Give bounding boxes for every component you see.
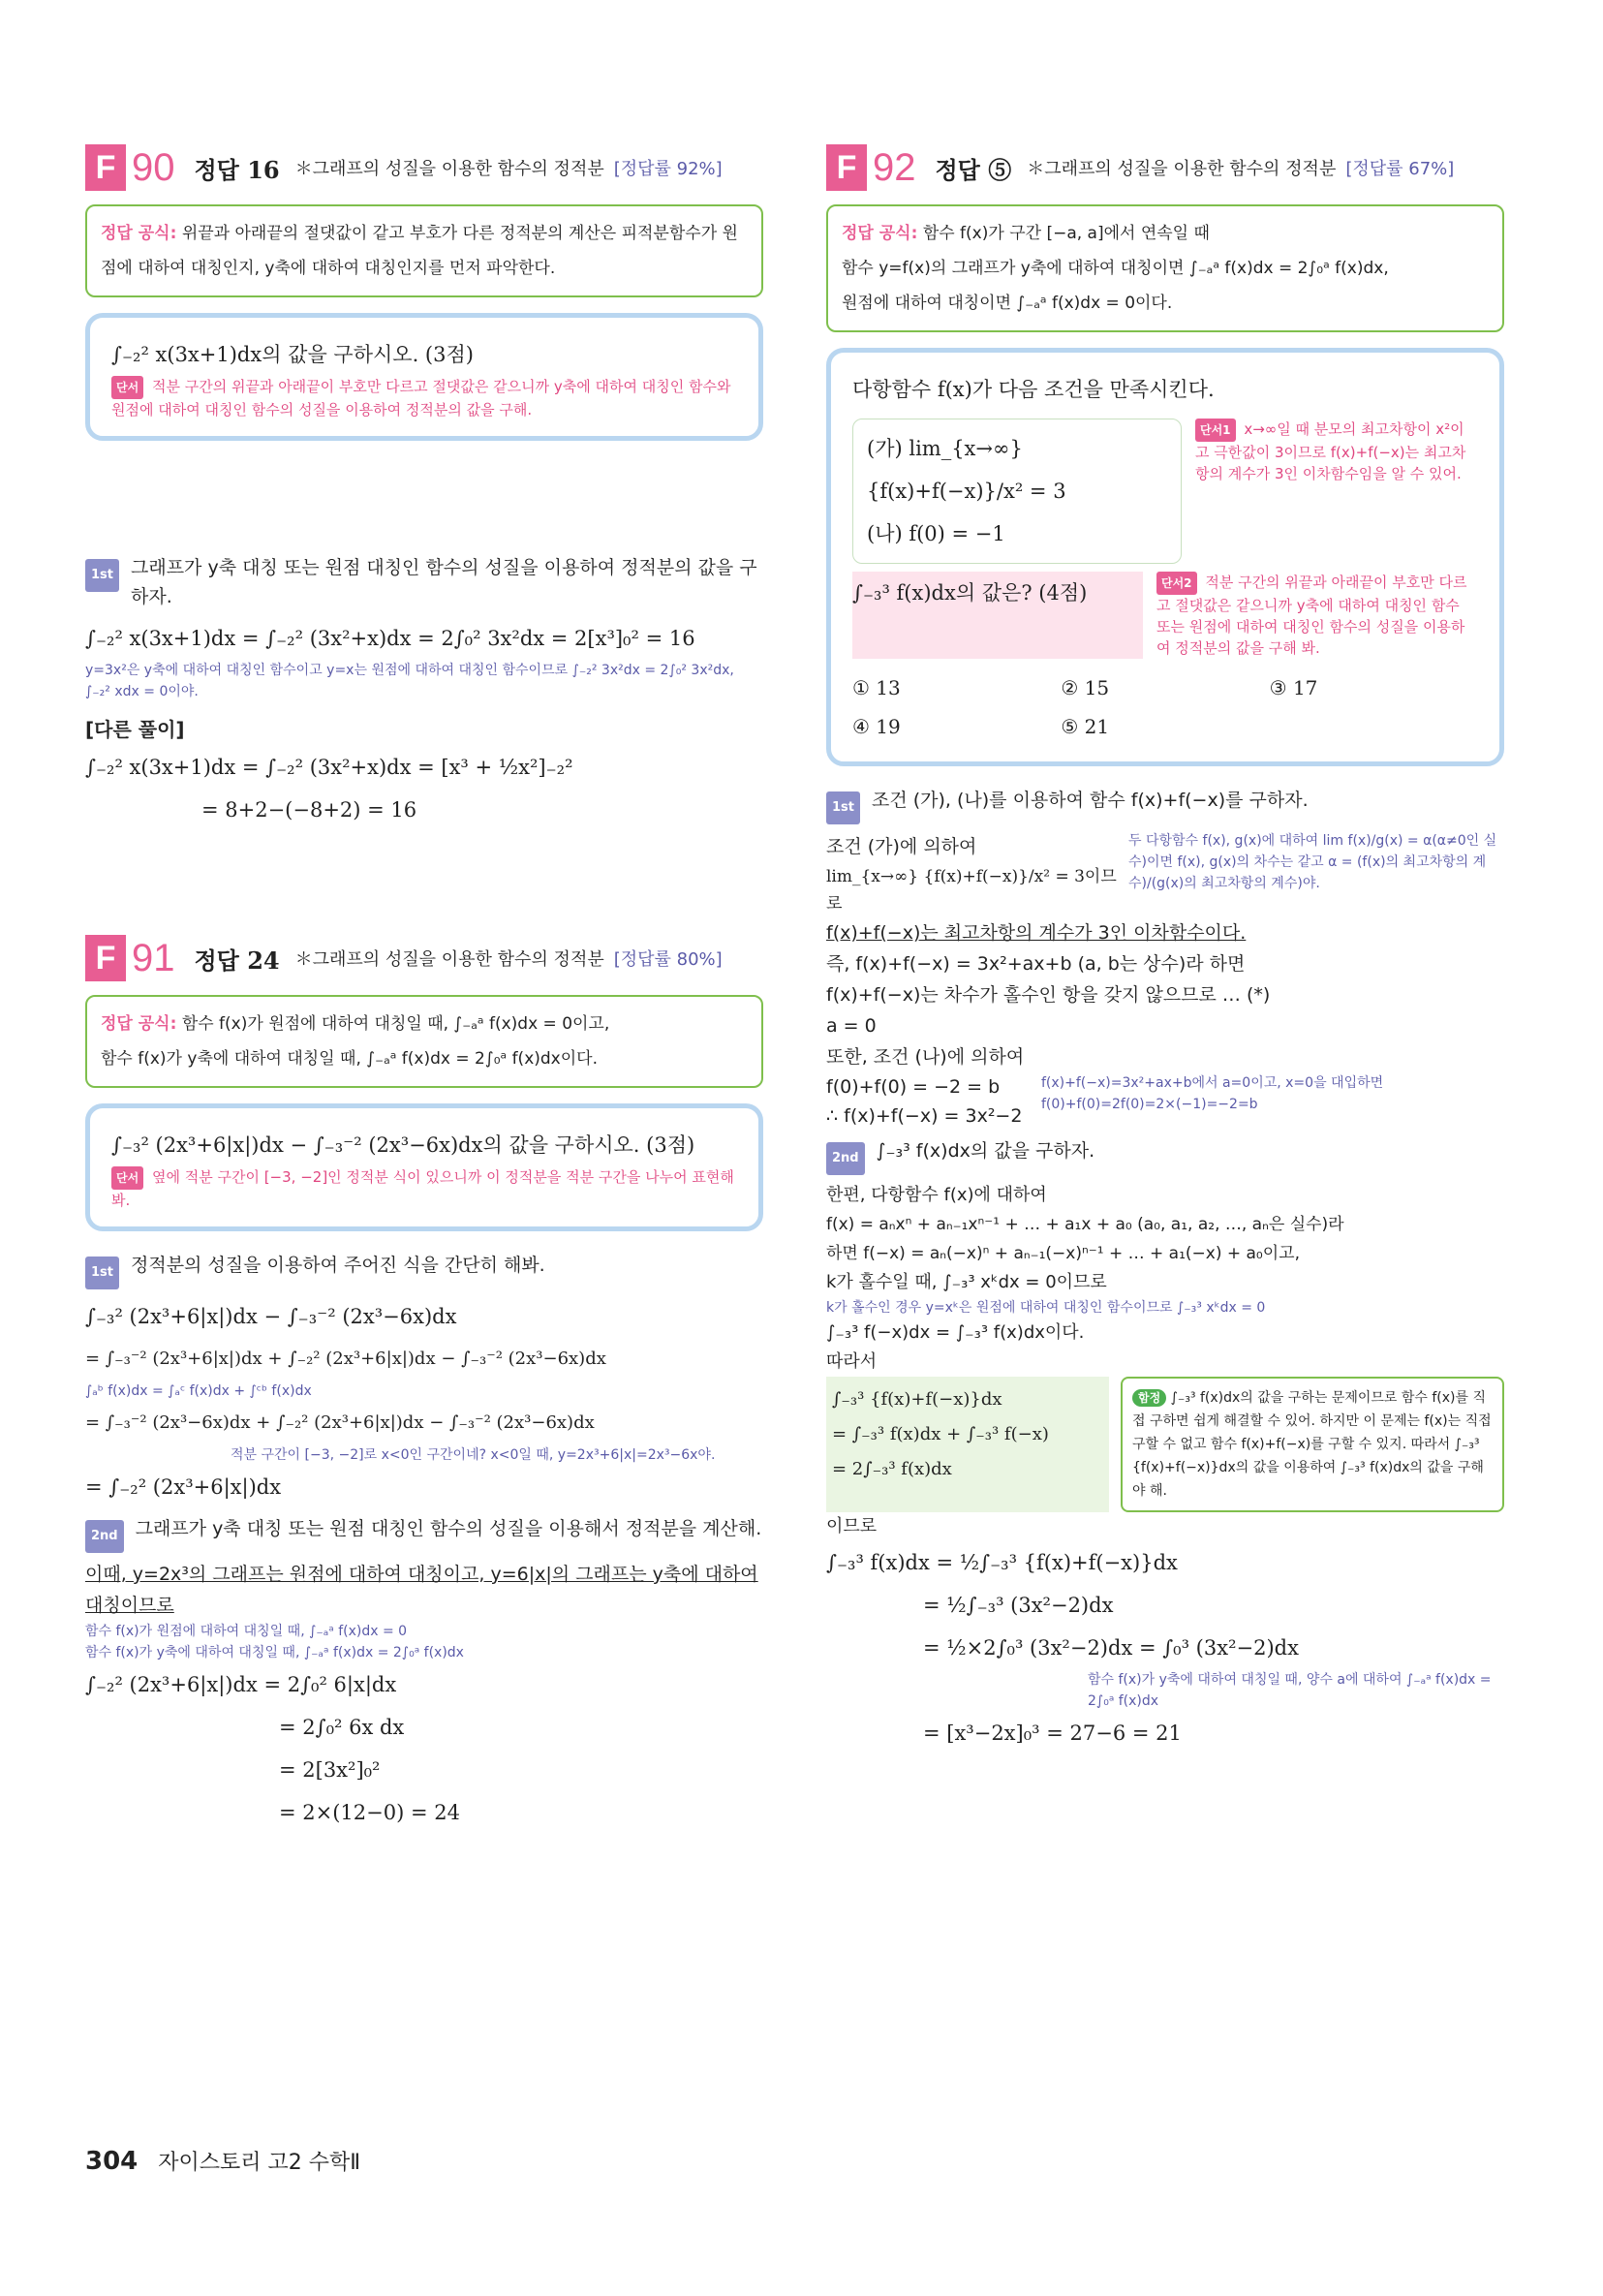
- b-row: [826, 1072, 1504, 1131]
- trap-tag: 함정: [1132, 1389, 1166, 1407]
- equation: ∫₋₂² x(3x+1)dx = ∫₋₂² (3x²+x)dx = 2∫₀² 3x²dx = 2[x³]₀² = 16: [85, 627, 695, 650]
- formula-text: 위끝과 아래끝의 절댓값이 같고 부호가 다른 정적분의 계산은 피적분함수가 원점에 대하여 대칭인지, y축에 대하여 대칭인지를 먼저 파악한다.: [101, 224, 738, 278]
- hint-text: 적분 구간의 위끝과 아래끝이 부호만 다르고 절댓값은 같으니까 y축에 대하여 대칭인 함수 또는 원점에 대하여 대칭인 함수의 성질을 이용하여 정적분의 값을 구해 봐.: [1156, 574, 1467, 657]
- equation: = 2∫₋₃³ f(x)dx: [832, 1459, 952, 1479]
- problem-header: [85, 140, 763, 195]
- topic: ＊그래프의 성질을 이용한 함수의 정적분: [1027, 159, 1337, 179]
- topic: ＊그래프의 성질을 이용한 함수의 정적분: [294, 949, 604, 970]
- step-tag: 1st: [85, 559, 119, 592]
- question-row: [852, 572, 1478, 659]
- note: ∫ₐᵇ f(x)dx = ∫ₐᶜ f(x)dx + ∫ᶜᵇ f(x)dx: [85, 1383, 312, 1399]
- text: f(x)+f(−x)는 최고차항의 계수가 3인 이차함수이다.: [826, 922, 1247, 944]
- text: 따라서: [826, 1351, 878, 1372]
- answer: 정답 24: [194, 946, 280, 975]
- step-1: [826, 786, 1504, 824]
- hint-tag: 단서: [111, 1166, 143, 1190]
- step-2: [826, 1136, 1504, 1175]
- text: f(x)+f(−x)는 차수가 홀수인 항을 갖지 않으므로 … (*): [826, 984, 1271, 1006]
- equation: = ∫₋₂² (2x³+6|x|)dx: [85, 1475, 282, 1499]
- question-box: [826, 348, 1504, 766]
- step-2: [85, 1514, 763, 1553]
- step-text: ∫₋₃³ f(x)dx의 값을 구하자.: [876, 1140, 1095, 1162]
- note: k가 홀수인 경우 y=xᵏ은 원점에 대하여 대칭인 함수이므로 ∫₋₃³ xᵏdx = 0: [826, 1300, 1266, 1316]
- hint-text: 적분 구간의 위끝과 아래끝이 부호만 다르고 절댓값은 같으니까 y축에 대하여 대칭인 함수와 원점에 대하여 대칭인 함수의 성질을 이용하여 정적분의 값을 구해.: [111, 378, 731, 419]
- step-tag: 2nd: [85, 1520, 124, 1553]
- text: 즉, f(x)+f(−x) = 3x²+ax+b (a, b는 상수)라 하면: [826, 953, 1246, 975]
- problem-number: 90: [132, 145, 175, 189]
- hint: [111, 376, 737, 420]
- question-text: ∫₋₃³ f(x)dx의 값은? (4점): [852, 572, 1143, 659]
- choice: ② 15: [1061, 676, 1110, 699]
- equation: = ∫₋₃³ f(x)dx + ∫₋₃³ f(−x): [832, 1424, 1049, 1444]
- formula-label: 정답 공식:: [842, 224, 918, 243]
- page-footer: [85, 2146, 360, 2176]
- hint: [1156, 572, 1478, 659]
- text: 하면 f(−x) = aₙ(−x)ⁿ + aₙ₋₁(−x)ⁿ⁻¹ + … + a₁(−x) + a₀이고,: [826, 1244, 1300, 1263]
- limit-block: [826, 830, 1117, 917]
- question-text: ∫₋₂² x(3x+1)dx의 값을 구하시오. (3점): [111, 343, 474, 366]
- formula-label: 정답 공식:: [101, 224, 177, 243]
- step-text: 그래프가 y축 대칭 또는 원점 대칭인 함수의 성질을 이용하여 정적분의 값을 구하자.: [131, 557, 757, 607]
- answer: 정답 16: [194, 155, 280, 184]
- formula-box: [85, 995, 763, 1088]
- hint: [111, 1166, 737, 1211]
- formula-text: 함수 f(x)가 원점에 대하여 대칭일 때, ∫₋ₐᵃ f(x)dx = 0이고,: [181, 1014, 610, 1034]
- trap-row: [826, 1377, 1504, 1512]
- choice: ④ 19: [852, 715, 901, 738]
- step-text: 조건 (가), (나)를 이용하여 함수 f(x)+f(−x)를 구하자.: [872, 790, 1309, 811]
- note: 함수 f(x)가 원점에 대하여 대칭일 때, ∫₋ₐᵃ f(x)dx = 0: [85, 1624, 408, 1639]
- hint-text: 옆에 적분 구간이 [−3, −2]인 정적분 식이 있으니까 이 정적분을 적분 구간을 나누어 표현해봐.: [111, 1168, 734, 1209]
- text: ∫₋₃³ f(−x)dx = ∫₋₃³ f(x)dx이다.: [826, 1322, 1085, 1343]
- note: 함수 f(x)가 y축에 대하여 대칭일 때, 양수 a에 대하여 ∫₋ₐᵃ f(x)dx = 2∫₀ᵃ f(x)dx: [1088, 1672, 1492, 1709]
- answer: 정답 ⑤: [935, 155, 1012, 184]
- step-text: 그래프가 y축 대칭 또는 원점 대칭인 함수의 성질을 이용해서 정적분을 계산해.: [135, 1518, 762, 1539]
- text: k가 홀수일 때, ∫₋₃³ xᵏdx = 0이므로: [826, 1272, 1107, 1292]
- step-tag: 2nd: [826, 1142, 865, 1175]
- hint-tag: 단서: [111, 376, 143, 399]
- text: f(x) = aₙxⁿ + aₙ₋₁xⁿ⁻¹ + … + a₁x + a₀ (a₀, a₁, a₂, …, aₙ은 실수)라: [826, 1215, 1344, 1234]
- accuracy-rate: [정답률 92%]: [613, 159, 723, 179]
- problem-letter: F: [85, 935, 126, 981]
- note: 두 다항함수 f(x), g(x)에 대하여 lim f(x)/g(x) = α(α≠0인 실수)이면 f(x), g(x)의 차수는 같고 α = (f(x)의 최고차항의 계수)/(g(x)의 최고차항의 계수)야.: [1128, 833, 1497, 891]
- formula-label: 정답 공식:: [101, 1014, 177, 1034]
- condition: (가) lim_{x→∞} {f(x)+f(−x)}/x² = 3: [867, 437, 1066, 503]
- problem-number: 92: [873, 145, 916, 189]
- trap-text: ∫₋₃³ f(x)dx의 값을 구하는 문제이므로 함수 f(x)를 직접 구하면 쉽게 해결할 수 있어. 하지만 이 문제는 f(x)는 직접 구할 수 없고 함수 f(x)+f(−x)를 구할 수 있지. 따라서 ∫₋₃³ {f(x)+f(−x)}dx의 값을 이용하여 ∫₋₃³ f(x)dx의 값을 구해야 해.: [1132, 1390, 1492, 1499]
- equation: = ½×2∫₀³ (3x²−2)dx = ∫₀³ (3x²−2)dx: [923, 1636, 1299, 1660]
- step-1: [85, 553, 763, 611]
- problem-90: [85, 140, 763, 547]
- problem-letter: F: [85, 144, 126, 191]
- question-text: ∫₋₃² (2x³+6|x|)dx − ∫₋₃⁻² (2x³−6x)dx의 값을 구하시오. (3점): [111, 1133, 695, 1157]
- equation: = ∫₋₃⁻² (2x³+6|x|)dx + ∫₋₂² (2x³+6|x|)dx − ∫₋₃⁻² (2x³−6x)dx: [85, 1349, 606, 1369]
- formula-text: 함수 f(x)가 구간 [−a, a]에서 연속일 때: [922, 224, 1210, 243]
- problem-letter: F: [826, 144, 867, 191]
- text: 이므로: [826, 1516, 878, 1536]
- right-column: [826, 140, 1504, 1754]
- alt-solution-heading: [다른 풀이]: [85, 718, 185, 741]
- formula-text: 원점에 대하여 대칭이면 ∫₋ₐᵃ f(x)dx = 0이다.: [842, 294, 1173, 313]
- sum-block: [826, 1377, 1109, 1512]
- solution-90: [85, 553, 763, 931]
- accuracy-rate: [정답률 67%]: [1345, 159, 1455, 179]
- condition: (나) f(0) = −1: [867, 522, 1005, 545]
- note: f(x)+f(−x)=3x²+ax+b에서 a=0이고, x=0을 대입하면 f(0)+f(0)=2f(0)=2×(−1)=−2=b: [1041, 1075, 1384, 1112]
- formula-text: 함수 y=f(x)의 그래프가 y축에 대하여 대칭이면 ∫₋ₐᵃ f(x)dx = 2∫₀ᵃ f(x)dx,: [842, 259, 1389, 278]
- hint-tag: 단서1: [1195, 419, 1236, 442]
- equation: lim_{x→∞} {f(x)+f(−x)}/x² = 3이므로: [826, 867, 1117, 914]
- equation: = [x³−2x]₀³ = 27−6 = 21: [923, 1722, 1182, 1745]
- equation: ∫₋₂² x(3x+1)dx = ∫₋₂² (3x²+x)dx = [x³ + ½x²]₋₂²: [85, 756, 573, 779]
- note: y=3x²은 y축에 대하여 대칭인 함수이고 y=x는 원점에 대하여 대칭인 함수이므로 ∫₋₂² 3x²dx = 2∫₀² 3x²dx, ∫₋₂² xdx = 0이야.: [85, 663, 734, 699]
- formula-box: [826, 204, 1504, 332]
- conditions-box: [852, 419, 1182, 564]
- choices: [852, 668, 1478, 746]
- question-box: [85, 1103, 763, 1231]
- equation: ∫₋₃³ f(x)dx = ½∫₋₃³ {f(x)+f(−x)}dx: [826, 1551, 1178, 1574]
- equation: ∫₋₂² (2x³+6|x|)dx = 2∫₀² 6|x|dx: [85, 1673, 397, 1696]
- choice: ① 13: [852, 676, 901, 699]
- step-tag: 1st: [85, 1257, 119, 1289]
- text: a = 0: [826, 1015, 877, 1037]
- text: 한편, 다항함수 f(x)에 대하여: [826, 1185, 1047, 1205]
- problem-header: [826, 140, 1504, 195]
- note: 적분 구간이 [−3, −2]로 x<0인 구간이네? x<0일 때, y=2x³+6|x|=2x³−6x야.: [231, 1447, 716, 1463]
- formula-box: [85, 204, 763, 297]
- limit-row: [826, 830, 1504, 917]
- step-1: [85, 1251, 763, 1289]
- equation: = ½∫₋₃³ (3x²−2)dx: [923, 1594, 1114, 1617]
- equation: ∫₋₃² (2x³+6|x|)dx − ∫₋₃⁻² (2x³−6x)dx: [85, 1305, 457, 1328]
- statement: 이때, y=2x³의 그래프는 원점에 대하여 대칭이고, y=6|x|의 그래프는 y축에 대하여 대칭이므로: [85, 1564, 758, 1616]
- text: ∴ f(x)+f(−x) = 3x²−2: [826, 1105, 1023, 1127]
- book-title: 자이스토리 고2 수학Ⅱ: [158, 2151, 361, 2175]
- page-number: 304: [85, 2147, 139, 2176]
- equation: = 2∫₀² 6x dx: [279, 1716, 405, 1739]
- b-block: [826, 1072, 1030, 1131]
- hint: [1195, 419, 1478, 564]
- problem-91: [85, 931, 763, 1834]
- step-text: 정적분의 성질을 이용하여 주어진 식을 간단히 해봐.: [131, 1255, 545, 1276]
- hint-text: x→∞일 때 분모의 최고차항이 x²이고 극한값이 3이므로 f(x)+f(−x)는 최고차항의 계수가 3인 이차함수임을 알 수 있어.: [1195, 420, 1466, 482]
- problem-number: 91: [132, 936, 175, 979]
- topic: ＊그래프의 성질을 이용한 함수의 정적분: [294, 159, 604, 179]
- choice: ③ 17: [1269, 676, 1318, 699]
- equation: = 8+2−(−8+2) = 16: [201, 798, 417, 822]
- text: 조건 (가)에 의하여: [826, 836, 977, 857]
- equation: = ∫₋₃⁻² (2x³−6x)dx + ∫₋₂² (2x³+6|x|)dx − ∫₋₃⁻² (2x³−6x)dx: [85, 1412, 595, 1433]
- left-column: [85, 140, 763, 1834]
- text: 또한, 조건 (나)에 의하여: [826, 1046, 1025, 1068]
- question-box: [85, 313, 763, 441]
- step-tag: 1st: [826, 791, 860, 824]
- equation: = 2[3x²]₀²: [279, 1758, 381, 1782]
- note: 함수 f(x)가 y축에 대하여 대칭일 때, ∫₋ₐᵃ f(x)dx = 2∫₀ᵃ f(x)dx: [85, 1645, 464, 1660]
- text: f(0)+f(0) = −2 = b: [826, 1076, 1001, 1098]
- hint-tag: 단서2: [1156, 572, 1197, 595]
- choice-correct: ⑤ 21: [1061, 715, 1110, 738]
- accuracy-rate: [정답률 80%]: [613, 949, 723, 970]
- trap-box: [1121, 1377, 1504, 1512]
- equation: ∫₋₃³ {f(x)+f(−x)}dx: [832, 1389, 1002, 1410]
- formula-text: 함수 f(x)가 y축에 대하여 대칭일 때, ∫₋ₐᵃ f(x)dx = 2∫₀ᵃ f(x)dx이다.: [101, 1049, 598, 1069]
- conditions-row: [852, 419, 1478, 564]
- equation: = 2×(12−0) = 24: [279, 1801, 460, 1824]
- problem-header: [85, 931, 763, 985]
- question-intro: 다항함수 f(x)가 다음 조건을 만족시킨다.: [852, 378, 1215, 401]
